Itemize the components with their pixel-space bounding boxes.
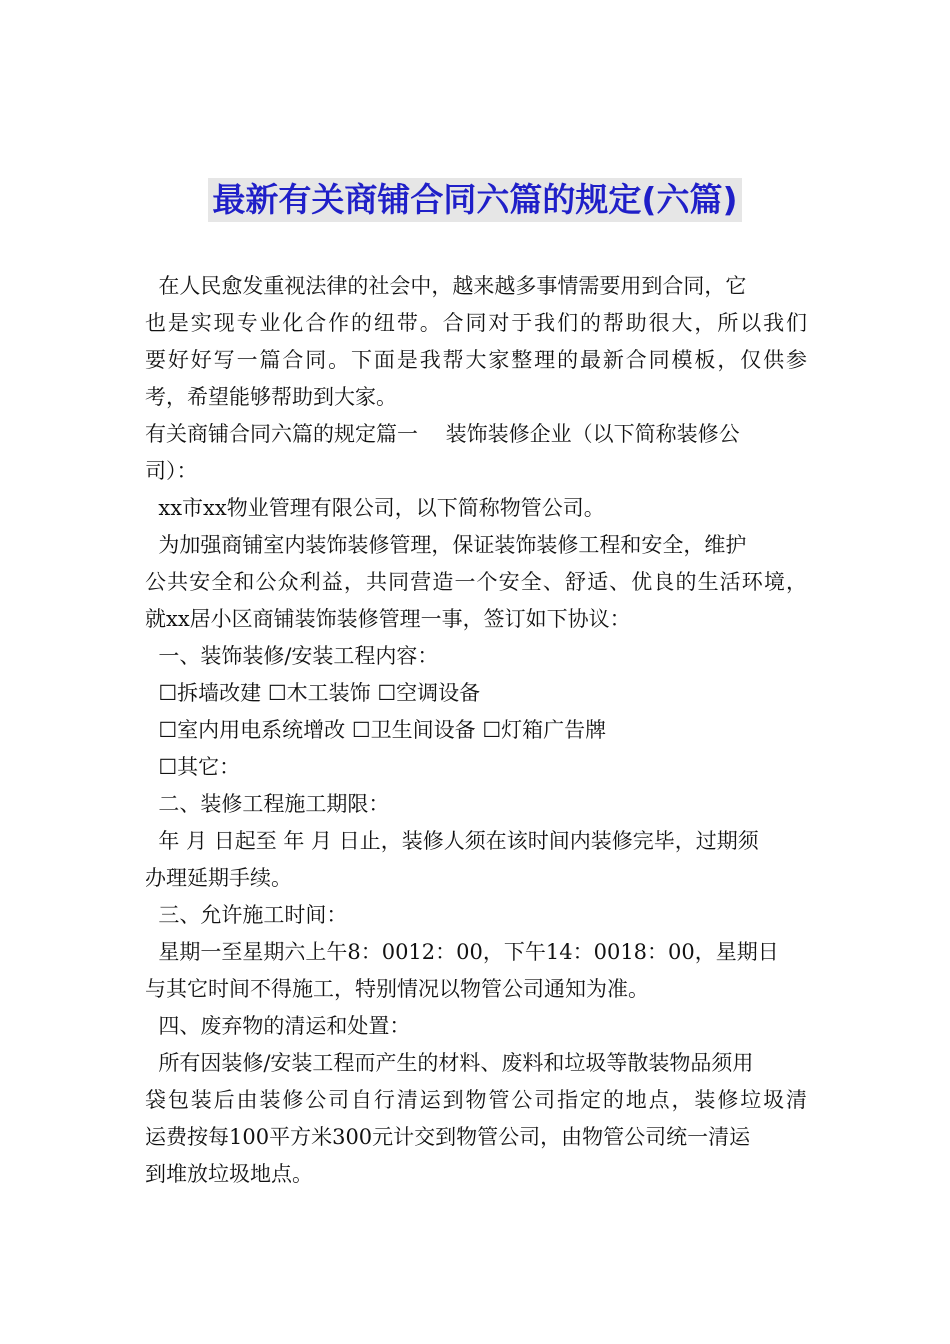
text-line: 有关商铺合同六篇的规定篇一 装饰装修企业（以下简称装修公	[145, 422, 740, 446]
text-line: 运费按每100平方米300元计交到物管公司，由物管公司统一清运	[145, 1125, 751, 1149]
document-title: 最新有关商铺合同六篇的规定(六篇)	[208, 178, 741, 222]
section-heading: 四、废弃物的清运和处置：	[145, 1014, 411, 1038]
text-line: 司）：	[145, 459, 198, 483]
section-heading: 一、装饰装修/安装工程内容：	[145, 644, 439, 668]
text-line: 公共安全和公众利益，共同营造一个安全、舒适、优良的生活环境，	[145, 570, 807, 594]
checkbox-line: ☐其它：	[145, 755, 241, 779]
text-line: 为加强商铺室内装饰装修管理，保证装饰装修工程和安全，维护	[145, 533, 747, 557]
text-line: 所有因装修/安装工程而产生的材料、废料和垃圾等散装物品须用	[145, 1051, 754, 1075]
text-line: 要好好写一篇合同。下面是我帮大家整理的最新合同模板，仅供参	[145, 348, 807, 372]
text-line: 办理延期手续。	[145, 866, 292, 890]
text-line: 考，希望能够帮助到大家。	[145, 385, 397, 409]
text-line: 年 月 日起至 年 月 日止，装修人须在该时间内装修完毕，过期须	[145, 829, 759, 853]
title-container	[0, 178, 950, 222]
text-line: 到堆放垃圾地点。	[145, 1162, 313, 1186]
section-heading: 二、装修工程施工期限：	[145, 792, 390, 816]
text-line: 也是实现专业化合作的纽带。合同对于我们的帮助很大，所以我们	[145, 311, 807, 335]
checkbox-line: ☐室内用电系统增改 ☐卫生间设备 ☐灯箱广告牌	[145, 718, 607, 742]
text-line: 星期一至星期六上午8：0012：00，下午14：0018：00，星期日	[145, 940, 779, 964]
text-line: 在人民愈发重视法律的社会中，越来越多事情需要用到合同，它	[145, 274, 747, 298]
section-heading: 三、允许施工时间：	[145, 903, 348, 927]
checkbox-line: ☐拆墙改建 ☐木工装饰 ☐空调设备	[145, 681, 481, 705]
document-body	[145, 268, 807, 1193]
text-line: 与其它时间不得施工，特别情况以物管公司通知为准。	[145, 977, 649, 1001]
text-line: xx市xx物业管理有限公司，以下简称物管公司。	[145, 496, 605, 520]
text-line: 袋包装后由装修公司自行清运到物管公司指定的地点，装修垃圾清	[145, 1088, 807, 1112]
text-line: 就xx居小区商铺装饰装修管理一事，签订如下协议：	[145, 607, 631, 631]
